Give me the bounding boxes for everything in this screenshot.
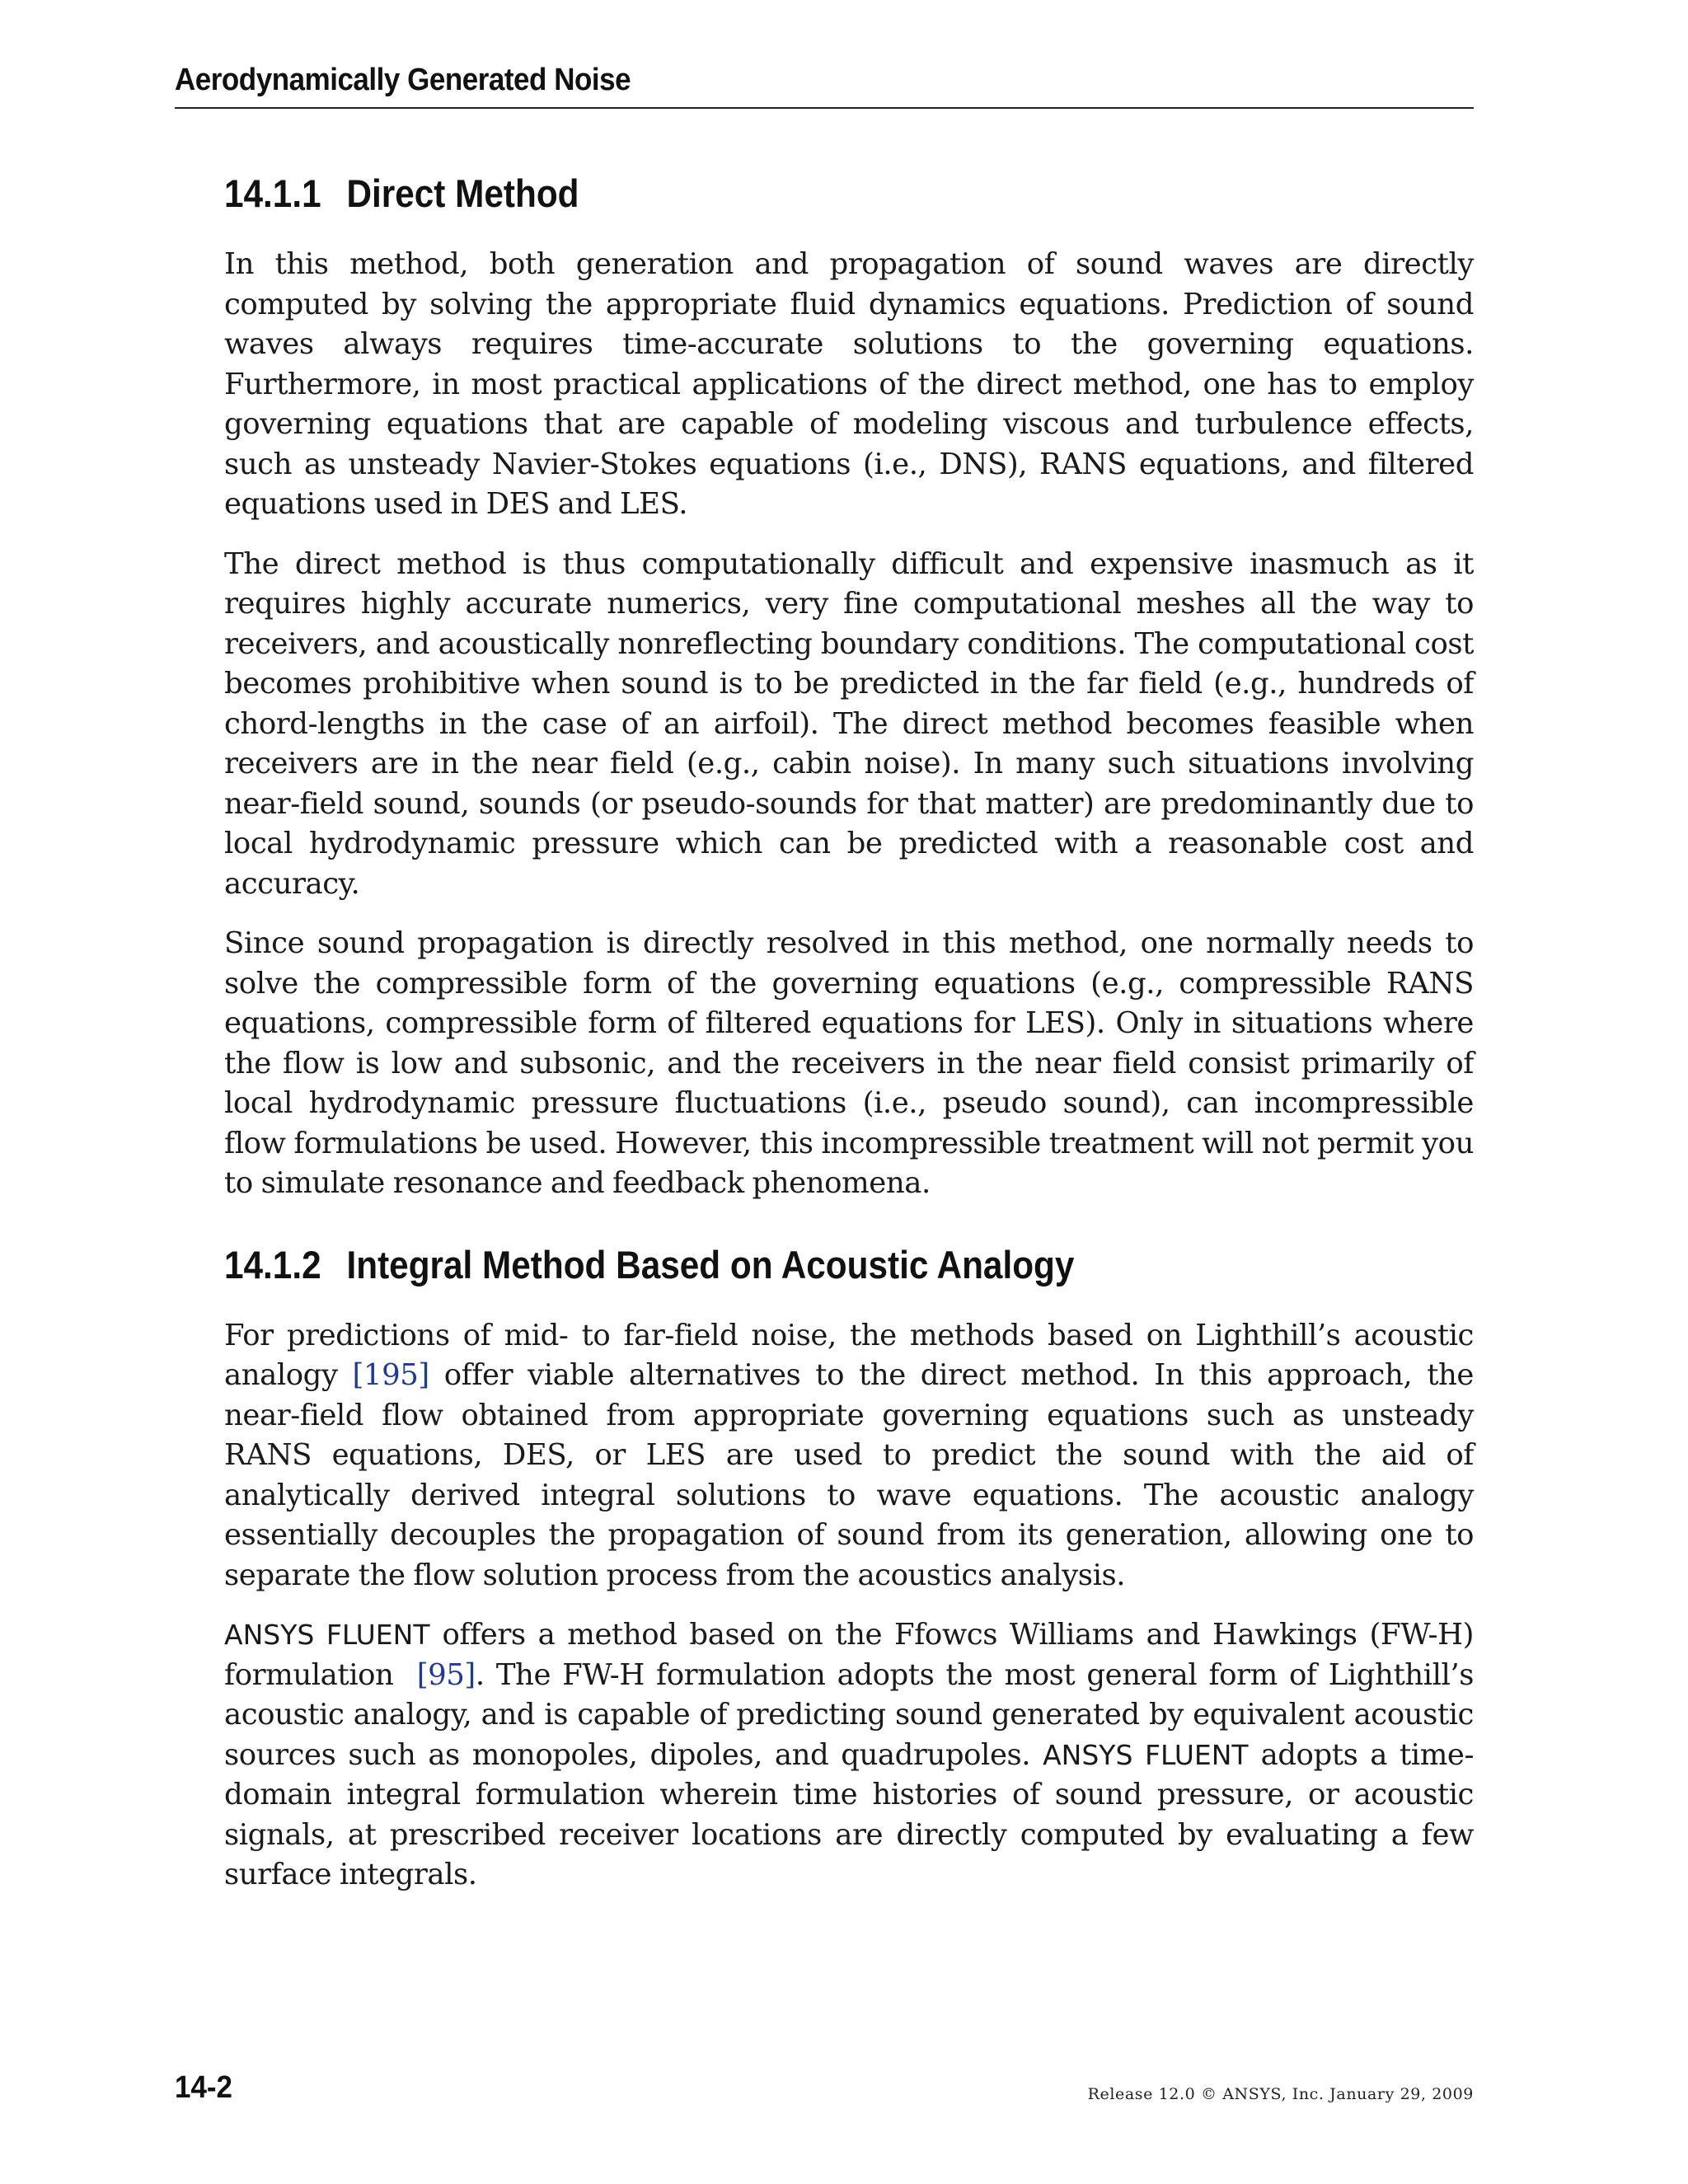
paragraph: Since sound propagation is directly resolved in this method, one normally needs to solve the compressible form of the governing equations (e.g., compressible RANS equations, compressible form of filtered equations for LES). Only in situations where the flow is low and subsonic, and the receivers in the near field consist primarily of local hydrodynamic pressure fluctuations (i.e., pseudo sound), can incompressible flow formulations be used. However, this incompressible treatment will not permit you to simulate resonance and feedback phenomena. [224,926,1474,1200]
product-name: ANSYS FLUENT [1043,1738,1249,1771]
text-run: offers a method based on the Ffowcs Williams and Hawkings (FW-H) formulation [224,1618,1475,1692]
section-number: 14.1.2 [224,1242,321,1286]
citation-link-195[interactable]: [195] [352,1358,429,1392]
text-run: adopts a time-domain integral formulation wherein time histories of sound pressure, or acoustic signals, at prescribed receiver locations are directly computed by evaluating a few surface integrals. [224,1737,1475,1891]
running-header: Aerodynamically Generated Noise [175,63,631,97]
section-number: 14.1.1 [224,171,321,215]
header-rule [175,107,1474,109]
paragraph [224,1615,1474,1896]
paragraph: In this method, both generation and propagation of sound waves are directly computed by solving the appropriate fluid dynamics equations. Prediction of sound waves always requires time-accurate solutions to the governing equations. Furthermore, in most practical applications of the direct method, one has to employ governing equations that are capable of modeling viscous and turbulence effects, such as unsteady Navier-Stokes equations (i.e., DNS), RANS equations, and filtered equations used in DES and LES. [224,247,1474,521]
paragraph [224,1316,1474,1596]
section-heading-integral-method [224,1240,1348,1290]
product-name: ANSYS FLUENT [224,1619,430,1651]
section-title: Direct Method [346,171,579,215]
text-run: For predictions of mid- to far-field noise, the methods based on Lighthill’s acoustic analogy [224,1318,1474,1392]
text-run: . The FW-H formulation adopts the most general form of Lighthill’s acoustic analogy, and is capable of predicting sound generated by equivalent acoustic sources such as monopoles, dipoles, and quadrupoles. [224,1657,1474,1772]
page-body [224,169,1474,1896]
page-number: 14-2 [175,2070,232,2105]
release-info: Release 12.0 © ANSYS, Inc. January 29, 2009 [1087,2085,1474,2103]
section-heading-direct-method [224,169,1348,218]
section-title: Integral Method Based on Acoustic Analogy [346,1242,1075,1286]
citation-link-95[interactable]: [95] [416,1657,476,1692]
text-run: offer viable alternatives to the direct method. In this approach, the near-field flow obtained from appropriate governing equations such as unsteady RANS equations, DES, or LES are used to predict the sound with the aid of analytically derived integral solutions to wave equations. The acoustic analogy essentially decouples the propagation of sound from its generation, allowing one to separate the flow solution process from the acoustics analysis. [224,1358,1474,1592]
paragraph: The direct method is thus computationally difficult and expensive inasmuch as it requires highly accurate numerics, very fine computational meshes all the way to receivers, and acoustically nonreflecting boundary conditions. The computational cost becomes prohibitive when sound is to be predicted in the far field (e.g., hundreds of chord-lengths in the case of an airfoil). The direct method becomes feasible when receivers are in the near field (e.g., cabin noise). In many such situations involving near-field sound, sounds (or pseudo-sounds for that matter) are predominantly due to local hydrodynamic pressure which can be predicted with a reasonable cost and accuracy. [224,546,1474,901]
